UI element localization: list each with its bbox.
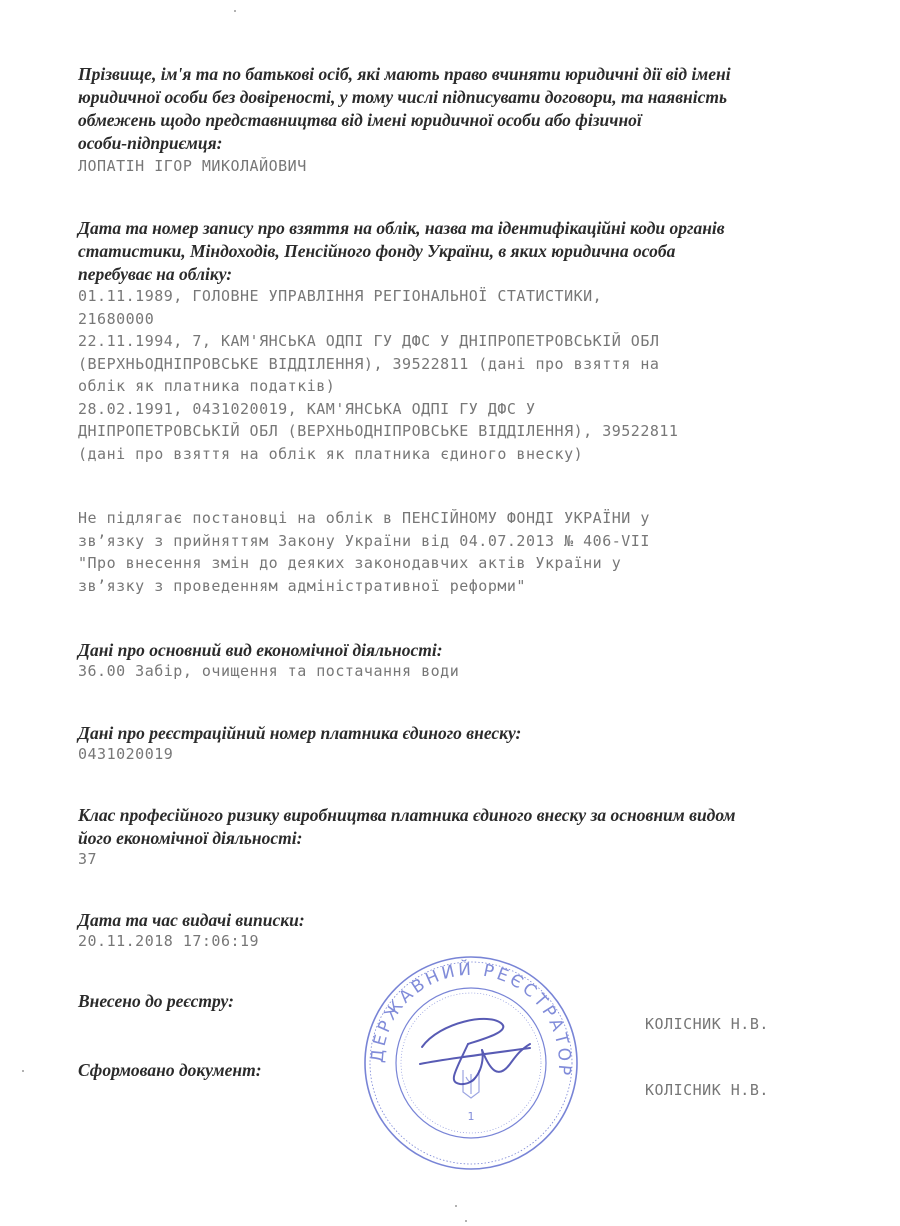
authorized-persons-value: [78, 155, 838, 178]
stamp-outer-ring: [365, 957, 577, 1169]
generated-label: [78, 1059, 378, 1082]
registration-records-label: [78, 217, 838, 286]
official-stamp: [360, 952, 582, 1174]
label-line: статистики, Міндоходів, Пенсійного фонду України, в яких юридична особа: [78, 241, 676, 261]
value-line: зв’язку з проведенням адміністративної реформи": [78, 576, 526, 595]
issue-datetime-value: [78, 930, 838, 953]
value-line: 0431020019: [78, 745, 174, 763]
stamp-number: 1: [467, 1110, 475, 1123]
label-line: його економічної діяльності:: [78, 828, 303, 848]
value-line: 37: [78, 850, 98, 868]
value-line: Не підлягає постановці на облік в ПЕНСІЙНОМУ ФОНДІ УКРАЇНИ у: [78, 509, 650, 527]
economic-activity-value: [78, 660, 838, 683]
value-line: "Про внесення змін до деяких законодавчих актів України у: [78, 554, 622, 572]
label-line: обмежень щодо представництва від імені юридичної особи або фізичної: [78, 110, 642, 130]
value-line: 28.02.1991, 0431020019, КАМ'ЯНСЬКА ОДПІ ГУ ДФС У: [78, 399, 536, 418]
scan-speck: [22, 1070, 24, 1072]
registered-label: [78, 990, 378, 1013]
contributor-number-label: [78, 722, 838, 745]
scan-speck: [465, 1220, 467, 1222]
label-line: Сформовано документ:: [78, 1060, 262, 1080]
label-line: Дата та час видачі виписки:: [78, 910, 305, 930]
value-line: (дані про взяття на облік як платника єдиного внеску): [78, 444, 584, 463]
label-line: Дані про реєстраційний номер платника єдиного внеску:: [78, 723, 522, 743]
handwritten-signature: [420, 1019, 530, 1084]
stamp-ring-text: ДЕРЖАВНИЙ РЕЄСТРАТОР: [367, 959, 575, 1079]
value-line: (ВЕРХНЬОДНІПРОВСЬКЕ ВІДДІЛЕННЯ), 39522811 (дані про взяття на: [78, 354, 660, 373]
generated-signer-name: КОЛІСНИК Н.В.: [645, 1081, 769, 1099]
value-line: ДНІПРОПЕТРОВСЬКІЙ ОБЛ (ВЕРХНЬОДНІПРОВСЬКЕ ВІДДІЛЕННЯ), 39522811: [78, 422, 679, 440]
value-line: ЛОПАТІН ІГОР МИКОЛАЙОВИЧ: [78, 157, 307, 175]
value-line: облік як платника податків): [78, 377, 336, 395]
label-line: Прізвище, ім'я та по батькові осіб, які мають право вчиняти юридичні дії від імені: [78, 64, 731, 84]
label-line: Дата та номер запису про взяття на облік, назва та ідентифікаційні коди органів: [78, 218, 725, 238]
risk-class-label: [78, 804, 838, 850]
scan-speck: [234, 10, 236, 12]
scan-speck: [455, 1205, 457, 1207]
label-line: Дані про основний вид економічної діяльності:: [78, 640, 443, 660]
value-line: 21680000: [78, 309, 155, 328]
registration-records-value: [78, 285, 838, 465]
registered-signer-name: КОЛІСНИК Н.В.: [645, 1015, 769, 1033]
contributor-number-value: [78, 743, 838, 766]
label-line: перебуває на обліку:: [78, 264, 233, 284]
label-line: юридичної особи без довіреності, у тому числі підписувати договори, та наявність: [78, 87, 727, 107]
risk-class-value: [78, 848, 838, 871]
value-line: 20.11.2018 17:06:19: [78, 932, 260, 950]
issue-datetime-label: [78, 909, 838, 932]
value-line: 01.11.1989, ГОЛОВНЕ УПРАВЛІННЯ РЕГІОНАЛЬНОЇ СТАТИСТИКИ,: [78, 287, 603, 305]
economic-activity-label: [78, 639, 838, 662]
pension-fund-note: [78, 507, 838, 597]
label-line: Внесено до реєстру:: [78, 991, 234, 1011]
value-line: 36.00 Забір, очищення та постачання води: [78, 662, 460, 680]
label-line: Клас професійного ризику виробництва платника єдиного внеску за основним видом: [78, 805, 736, 825]
label-line: особи-підприємця:: [78, 133, 223, 153]
value-line: 22.11.1994, 7, КАМ'ЯНСЬКА ОДПІ ГУ ДФС У ДНІПРОПЕТРОВСЬКІЙ ОБЛ: [78, 332, 660, 350]
value-line: зв’язку з прийняттям Закону України від 04.07.2013 № 406-VII: [78, 531, 650, 550]
authorized-persons-label: [78, 63, 838, 155]
